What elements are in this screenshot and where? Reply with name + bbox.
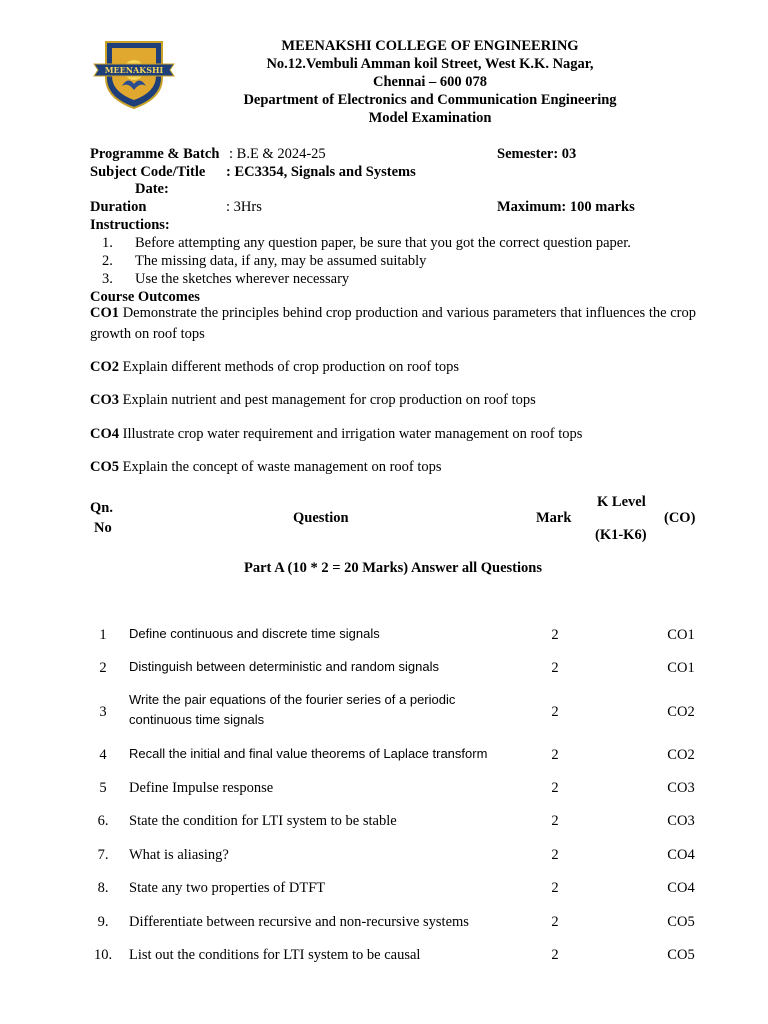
course-outcome-5: CO5 Explain the concept of waste management on roof tops	[90, 459, 442, 475]
programme-label: Programme & Batch	[90, 146, 220, 162]
question-text: State the condition for LTI system to be stable	[129, 813, 397, 829]
header-question: Question	[293, 510, 349, 526]
header-mark: Mark	[536, 510, 572, 526]
instruction-text: Before attempting any question paper, be sure that you got the correct question paper.	[135, 235, 631, 251]
question-text: Write the pair equations of the fourier series of a periodic continuous time signals	[129, 692, 456, 727]
question-text: Distinguish between deterministic and random signals	[129, 659, 439, 674]
course-outcome-1: CO1 Demonstrate the principles behind crop production and various parameters that influences the crop growth on roof tops	[90, 305, 696, 342]
maximum-marks: Maximum: 100 marks	[497, 199, 635, 215]
header-no: No	[94, 520, 112, 536]
header-k-range: (K1-K6)	[595, 527, 647, 543]
question-text: List out the conditions for LTI system to be causal	[129, 947, 421, 963]
question-text: What is aliasing?	[129, 847, 229, 863]
semester: Semester: 03	[497, 146, 577, 162]
address-line-1: No.12.Vembuli Amman koil Street, West K.K. Nagar,	[266, 56, 594, 72]
question-text: Differentiate between recursive and non-recursive systems	[129, 914, 469, 930]
course-outcome-4: CO4 Illustrate crop water requirement and irrigation water management on roof tops	[90, 426, 583, 442]
duration-value: : 3Hrs	[226, 199, 262, 215]
header-co: (CO)	[664, 510, 696, 526]
college-name: MEENAKSHI COLLEGE OF ENGINEERING	[281, 38, 579, 54]
college-logo	[92, 38, 176, 110]
subject-value: : EC3354, Signals and Systems	[226, 164, 416, 180]
date-label: Date:	[135, 181, 169, 197]
header-qn: Qn.	[90, 500, 113, 516]
question-text: Define continuous and discrete time signals	[129, 626, 380, 641]
course-outcome-2: CO2 Explain different methods of crop production on roof tops	[90, 359, 460, 375]
instruction-text: Use the sketches wherever necessary	[135, 271, 350, 287]
duration-label: Duration	[90, 199, 147, 215]
programme-value: : B.E & 2024-25	[229, 146, 326, 162]
instruction-num: 1.	[102, 235, 113, 251]
address-line-2: Chennai – 600 078	[372, 74, 487, 90]
question-text: State any two properties of DTFT	[129, 880, 326, 896]
exam-header	[180, 37, 680, 127]
header-k-level: K Level	[597, 494, 646, 510]
instruction-text: The missing data, if any, may be assumed suitably	[135, 253, 427, 269]
department-name: Department of Electronics and Communication Engineering	[243, 92, 617, 108]
course-outcomes-title: Course Outcomes	[90, 289, 200, 305]
instruction-num: 3.	[102, 271, 113, 287]
part-a-title: Part A (10 * 2 = 20 Marks) Answer all Questions	[244, 560, 542, 576]
course-outcome-3: CO3 Explain nutrient and pest management for crop production on roof tops	[90, 392, 536, 408]
subject-label: Subject Code/Title	[90, 164, 206, 180]
question-text: Recall the initial and final value theorems of Laplace transform	[129, 746, 488, 761]
question-text: Define Impulse response	[129, 780, 274, 796]
exam-title: Model Examination	[368, 110, 492, 126]
instruction-num: 2.	[102, 253, 113, 269]
logo-text: MEENAKSHI	[104, 65, 164, 75]
instructions-title: Instructions:	[90, 217, 170, 233]
